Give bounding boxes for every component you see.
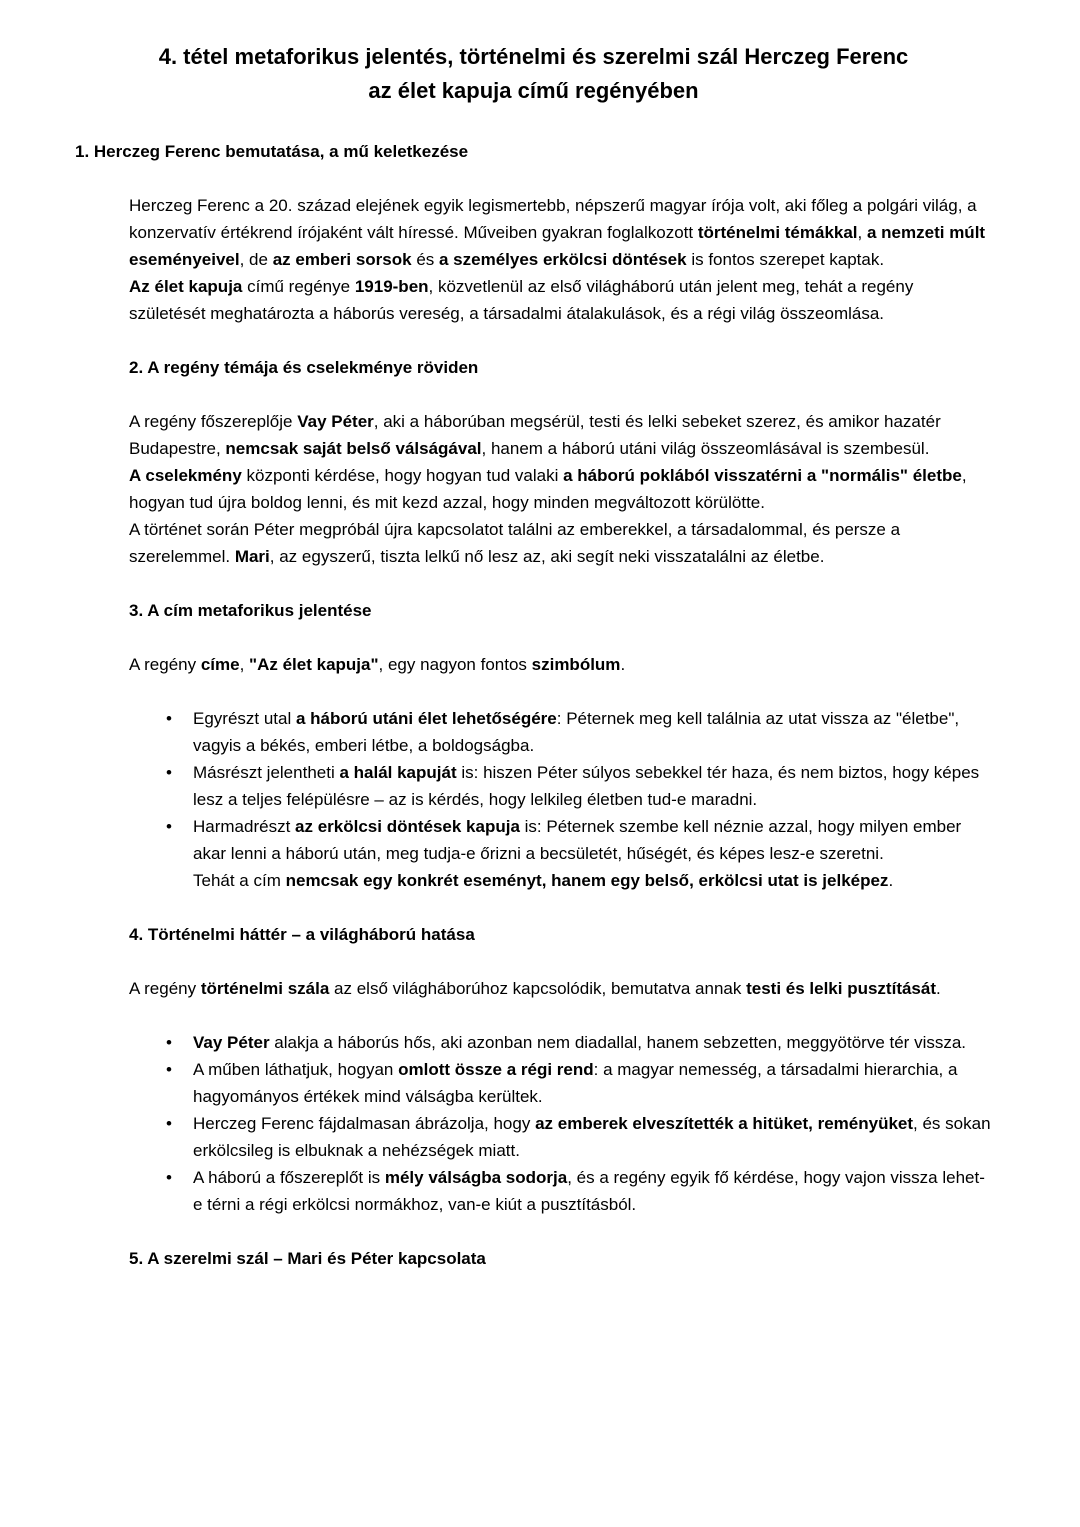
list-item: • Másrészt jelentheti a halál kapuját is: hiszen Péter súlyos sebekkel tér haza, és nem biztos, hogy képes lesz a teljes felépülésre – az is kérdés, hogy lelkileg életben tud-e maradni. xyxy=(166,759,992,813)
paragraph: A regény történelmi szála az első világháborúhoz kapcsolódik, bemutatva annak testi és lelki pusztítását. xyxy=(129,979,941,998)
section-4-heading: 4. Történelmi háttér – a világháború hatása xyxy=(129,925,475,944)
paragraph: A cselekmény központi kérdése, hogy hogyan tud valaki a háború poklából visszatérni a "normális" életbe, hogyan tud újra boldog lenni, és mit kezd azzal, hogy minden megváltozott körülötte. xyxy=(129,466,967,512)
list-item: • Harmadrészt az erkölcsi döntések kapuja is: Péternek szembe kell néznie azzal, hogy milyen ember akar lenni a háború után, meg tudja-e őrizni a becsületét, hűségét, és képes lesz-e szeretni. xyxy=(166,813,992,867)
document-body xyxy=(129,192,992,1272)
document-title-line-2: az élet kapuja című regényében xyxy=(368,78,699,103)
section-4-intro xyxy=(129,975,992,1002)
list-item: • A háború a főszereplőt is mély válságba sodorja, és a regény egyik fő kérdése, hogy vajon vissza lehet-e térni a régi erkölcsi normákhoz, van-e kiút a pusztításból. xyxy=(166,1164,992,1218)
section-5-heading: 5. A szerelmi szál – Mari és Péter kapcsolata xyxy=(129,1249,486,1268)
paragraph: A regény címe, "Az élet kapuja", egy nagyon fontos szimbólum. xyxy=(129,655,626,674)
section-3-heading: 3. A cím metaforikus jelentése xyxy=(129,601,372,620)
paragraph: Herczeg Ferenc a 20. század elejének egyik legismertebb, népszerű magyar írója volt, aki főleg a polgári világ, a konzervatív értékrend írójaként vált híressé. Műveiben gyakran foglalkozott történelmi témákkal, a nemzeti múlt eseményeivel, de az emberi sorsok és a személyes erkölcsi döntések is fontos szerepet kaptak. xyxy=(129,196,986,269)
list-item: • Herczeg Ferenc fájdalmasan ábrázolja, hogy az emberek elveszítették a hitüket, reményüket, és sokan erkölcsileg is elbuknak a nehézségek miatt. xyxy=(166,1110,992,1164)
list-item: • Egyrészt utal a háború utáni élet lehetőségére: Péternek meg kell találnia az utat vissza az "életbe", vagyis a békés, emberi létbe, a boldogságba. xyxy=(166,705,992,759)
document-title-line-1: 4. tétel metaforikus jelentés, történelmi és szerelmi szál Herczeg Ferenc xyxy=(158,44,909,69)
paragraph: A regény főszereplője Vay Péter, aki a háborúban megsérül, testi és lelki sebeket szerez, és amikor hazatér Budapestre, nemcsak saját belső válságával, hanem a háború utáni világ összeomlásával is szembesül. xyxy=(129,412,941,458)
section-3-bullet-list xyxy=(129,705,992,894)
section-4-bullet-list xyxy=(129,1029,992,1218)
section-2-heading: 2. A regény témája és cselekménye röviden xyxy=(129,358,479,377)
section-1-heading: 1. Herczeg Ferenc bemutatása, a mű keletkezése xyxy=(75,142,469,161)
section-3-intro xyxy=(129,651,992,678)
paragraph: A történet során Péter megpróbál újra kapcsolatot találni az emberekkel, a társadalommal, és persze a szerelemmel. Mari, az egyszerű, tiszta lelkű nő lesz az, aki segít neki visszatalálni az életbe. xyxy=(129,520,901,566)
list-item: • Vay Péter alakja a háborús hős, aki azonban nem diadallal, hanem sebzetten, meggyötörve tér vissza. xyxy=(166,1029,992,1056)
section-1-paragraphs xyxy=(129,192,992,327)
section-2-paragraphs xyxy=(129,408,992,570)
document-title xyxy=(75,40,992,108)
paragraph: Az élet kapuja című regénye 1919-ben, közvetlenül az első világháború után jelent meg, tehát a regény születését meghatározta a háborús vereség, a társadalmi átalakulások, és a régi világ összeomlása. xyxy=(129,277,914,323)
list-item-continuation: Tehát a cím nemcsak egy konkrét eseményt, hanem egy belső, erkölcsi utat is jelképez. xyxy=(193,871,894,890)
list-item: • A műben láthatjuk, hogyan omlott össze a régi rend: a magyar nemesség, a társadalmi hierarchia, a hagyományos értékek mind válságba kerültek. xyxy=(166,1056,992,1110)
